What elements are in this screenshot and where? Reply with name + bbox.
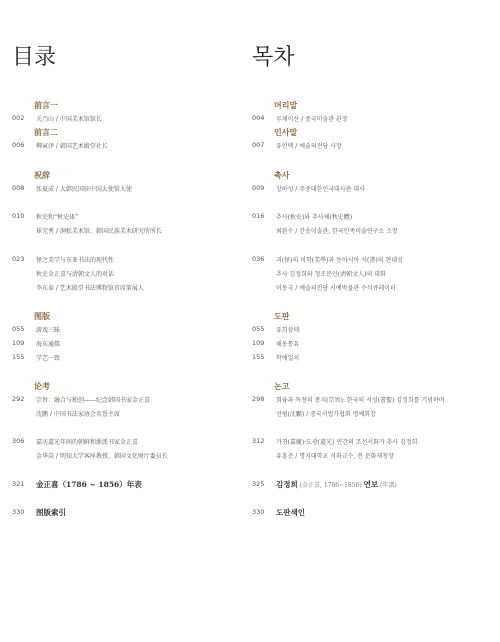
- section-heading: 논고: [274, 381, 290, 391]
- toc-entry[interactable]: [36, 451, 168, 460]
- entry-title: 怪之美学与东亚书法的现代性: [36, 257, 115, 264]
- toc-entry[interactable]: [36, 283, 144, 292]
- entry-title: 秋史金正喜与清朝文人的对话: [36, 271, 115, 278]
- page-number: 321: [12, 480, 25, 488]
- toc-entry[interactable]: [276, 339, 299, 348]
- entry-title: 宗旨：融合与独创——纪念韩国书家金正喜: [36, 397, 151, 404]
- section-heading: 图版: [34, 311, 50, 321]
- page-number: 325: [252, 480, 265, 488]
- toc-entry[interactable]: [36, 339, 60, 348]
- entry-title: 海东通儒: [36, 341, 61, 348]
- section-heading: 도판: [274, 311, 290, 321]
- entry-subtitle: (金正喜, 1786~1856): [297, 482, 364, 489]
- page-number: 109: [12, 339, 25, 347]
- page-title-chinese: 目录: [12, 45, 57, 70]
- toc-entry[interactable]: [276, 451, 394, 460]
- entry-title: 괴(怪)의 미학(美學)과 동아시아 서(書)의 현대성: [276, 257, 403, 264]
- page-number: 330: [252, 508, 265, 516]
- toc-entry[interactable]: [276, 114, 348, 123]
- entry-title: 秋史和“秋史体”: [36, 214, 79, 221]
- toc-entry[interactable]: [276, 395, 445, 404]
- page-number: 010: [12, 212, 25, 220]
- page-number: 306: [12, 437, 25, 445]
- section-heading: 인사말: [274, 127, 298, 137]
- page-number: 023: [12, 255, 25, 263]
- section-heading: 머리말: [274, 100, 298, 110]
- toc-entry[interactable]: [36, 184, 132, 193]
- page-number: 004: [252, 114, 265, 122]
- toc-entry[interactable]: [276, 226, 398, 235]
- entry-title: 이동국 / 예술의전당 서예박물관 수석큐레이터: [276, 285, 396, 292]
- entry-title: 金华岗 / 明知大学客座教授、韩国文化财厅委员长: [36, 453, 168, 460]
- toc-entry[interactable]: [36, 226, 162, 235]
- page-number: 055: [252, 325, 265, 333]
- page-number: 298: [252, 395, 265, 403]
- toc-main-entry[interactable]: [276, 507, 305, 518]
- page-number: 006: [12, 141, 25, 149]
- toc-main-entry[interactable]: [36, 507, 66, 518]
- toc-main-entry[interactable]: [276, 479, 397, 490]
- entry-title: 游戏三昧: [36, 327, 61, 334]
- page-number: 002: [12, 114, 25, 122]
- toc-entry[interactable]: [36, 325, 60, 334]
- entry-title: 최완수 / 간송미술관, 한국민족미술연구소 소장: [276, 228, 398, 235]
- page-number: 155: [252, 353, 265, 361]
- toc-entry[interactable]: [276, 269, 386, 278]
- section-heading: 祝辞: [34, 170, 50, 180]
- entry-title: 김정희: [276, 480, 298, 489]
- toc-entry[interactable]: [36, 437, 138, 446]
- toc-entry[interactable]: [276, 325, 299, 334]
- entry-title: 유인택 / 예술의전당 사장: [276, 143, 342, 150]
- toc-entry[interactable]: [36, 212, 78, 221]
- page-number: 036: [252, 255, 265, 263]
- entry-title: 가경(嘉慶)·도광(道光) 연간의 조선서화가 추사 김정희: [276, 439, 418, 446]
- toc-main-entry[interactable]: [36, 479, 142, 490]
- entry-title: 추사(秋史)와 추사체(秋史體): [276, 214, 353, 221]
- toc-entry[interactable]: [276, 184, 365, 193]
- page-number: 292: [12, 395, 25, 403]
- toc-entry[interactable]: [276, 283, 396, 292]
- entry-title: 유희삼매: [276, 327, 300, 334]
- page-number: 312: [252, 437, 265, 445]
- toc-entry[interactable]: [276, 141, 342, 150]
- section-heading: 论考: [34, 381, 50, 391]
- entry-title: 도판색인: [276, 508, 305, 517]
- entry-title: 유홍준 / 명지대학교 석좌교수, 전 문화재청장: [276, 453, 394, 460]
- page-title-korean: 목차: [252, 45, 295, 70]
- page-number: 016: [252, 212, 265, 220]
- section-heading: 축사: [274, 170, 290, 180]
- entry-title: 학예일치: [276, 355, 300, 362]
- entry-title: 선펑(沈鵬) / 중국서법가협회 명예회장: [276, 411, 376, 418]
- entry-title: 루채이산 / 중국미술관 관장: [276, 116, 348, 123]
- entry-title: 회융과 독창의 종지(宗旨): 한국의 서성(書聖) 김정희를 기념하며: [276, 397, 445, 404]
- entry-title: 关乃山 / 中国美术馆馆长: [36, 116, 102, 123]
- toc-entry[interactable]: [36, 255, 114, 264]
- entry-title: 柳寅泽 / 韩国艺术殿堂社长: [36, 143, 108, 150]
- page-number: 007: [252, 141, 265, 149]
- section-heading: 前言二: [34, 127, 58, 137]
- entry-title: 沈鹏 / 中国书法家协会名誉主席: [36, 411, 120, 418]
- entry-title: 추사 김정희와 청조문인(淸朝文人)의 대화: [276, 271, 386, 278]
- toc-entry[interactable]: [276, 437, 417, 446]
- toc-entry[interactable]: [36, 353, 60, 362]
- entry-title: 金正喜（1786 ~ 1856）年表: [36, 480, 142, 489]
- page-number: 155: [12, 353, 25, 361]
- toc-entry[interactable]: [276, 353, 299, 362]
- toc-entry[interactable]: [276, 212, 352, 221]
- entry-title: 图版索引: [36, 508, 66, 517]
- entry-title: 学艺一致: [36, 355, 61, 362]
- page-number: 009: [252, 184, 265, 192]
- toc-entry[interactable]: [36, 409, 120, 418]
- toc-entry[interactable]: [276, 409, 376, 418]
- section-heading: 前言一: [34, 100, 58, 110]
- toc-entry[interactable]: [36, 269, 114, 278]
- page-number: 109: [252, 339, 265, 347]
- page-number: 055: [12, 325, 25, 333]
- page-number: 008: [12, 184, 25, 192]
- entry-tag-note: (年譜): [378, 482, 397, 489]
- toc-entry[interactable]: [276, 255, 403, 264]
- entry-tag: 연보: [363, 480, 379, 489]
- entry-title: 장하성 / 주중대한민국대사관 대사: [276, 186, 365, 193]
- toc-entry[interactable]: [36, 395, 150, 404]
- entry-title: 张夏成 / 大韩民国驻中国大使馆大使: [36, 186, 132, 193]
- toc-entry[interactable]: [36, 141, 108, 150]
- toc-entry[interactable]: [36, 114, 102, 123]
- entry-title: 嘉庆道光年间的朝鲜和浙派书家金正喜: [36, 439, 139, 446]
- entry-title: 李东泰 / 艺术殿堂书法博物馆首席策展人: [36, 285, 144, 292]
- page-number: 330: [12, 508, 25, 516]
- entry-title: 崔完秀 / 涧松美术馆、韩国民族美术研究所所长: [36, 228, 162, 235]
- entry-title: 해동통유: [276, 341, 300, 348]
